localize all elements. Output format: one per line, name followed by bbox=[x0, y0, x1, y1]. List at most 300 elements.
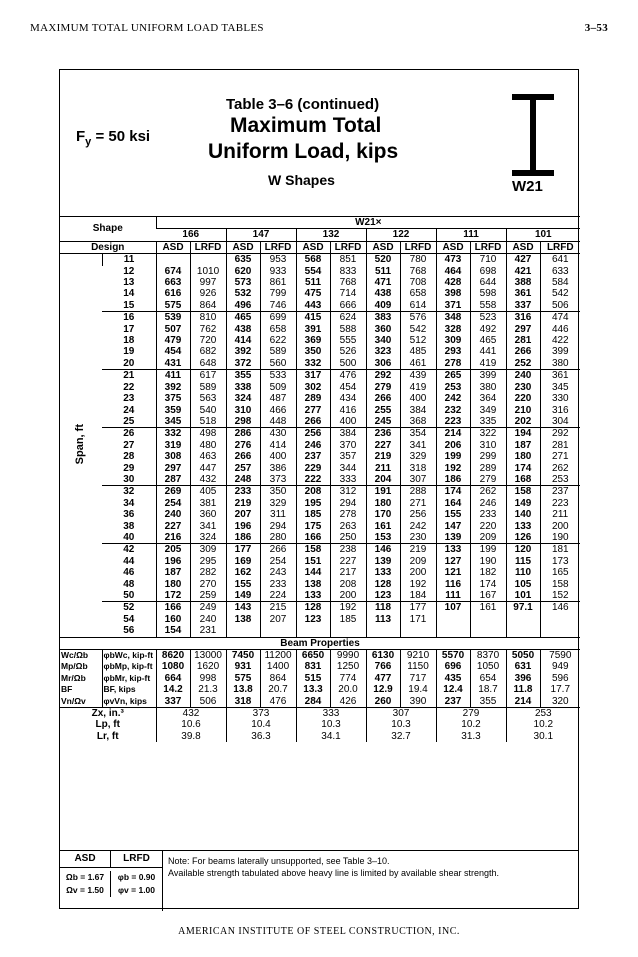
load-value: 422 bbox=[540, 335, 580, 346]
prop-value: 506 bbox=[190, 696, 226, 708]
load-value: 384 bbox=[400, 405, 436, 416]
load-value: 720 bbox=[190, 335, 226, 346]
load-value: 282 bbox=[190, 567, 226, 578]
phi-b: φb = 0.90 bbox=[117, 872, 156, 882]
load-value: 308 bbox=[156, 451, 190, 462]
load-value: 154 bbox=[156, 625, 190, 637]
load-value: 354 bbox=[400, 428, 436, 440]
load-value: 381 bbox=[190, 498, 226, 509]
load-value: 195 bbox=[296, 498, 330, 509]
load-value: 399 bbox=[540, 346, 580, 357]
load-value: 162 bbox=[226, 567, 260, 578]
load-value: 658 bbox=[260, 324, 296, 335]
span-label-cell bbox=[60, 254, 102, 637]
load-value: 158 bbox=[506, 486, 540, 498]
load-value: 113 bbox=[366, 614, 400, 625]
load-value: 432 bbox=[190, 474, 226, 486]
load-value: 474 bbox=[540, 312, 580, 324]
load-value: 329 bbox=[400, 451, 436, 462]
load-value: 211 bbox=[366, 463, 400, 474]
table-row bbox=[60, 579, 580, 590]
load-value: 219 bbox=[226, 498, 260, 509]
load-value: 161 bbox=[366, 521, 400, 532]
load-value: 316 bbox=[540, 405, 580, 416]
table-row bbox=[60, 241, 580, 253]
span-value: 15 bbox=[123, 299, 135, 311]
note-line-1: Note: For beams laterally unsupported, see Table 3–10. bbox=[168, 856, 390, 866]
load-value: 220 bbox=[506, 393, 540, 404]
load-value: 476 bbox=[330, 370, 366, 382]
load-value: 337 bbox=[506, 300, 540, 312]
table-row bbox=[60, 277, 580, 288]
load-value: 192 bbox=[436, 463, 470, 474]
load-value: 392 bbox=[226, 346, 260, 357]
load-value: 266 bbox=[296, 416, 330, 428]
table-header bbox=[60, 70, 578, 216]
load-value: 768 bbox=[330, 277, 366, 288]
load-value: 768 bbox=[400, 266, 436, 277]
load-value: 309 bbox=[436, 335, 470, 346]
load-value: 658 bbox=[400, 288, 436, 299]
load-value: 171 bbox=[400, 614, 436, 625]
load-value: 168 bbox=[506, 474, 540, 486]
table-row bbox=[60, 731, 580, 742]
load-value: 324 bbox=[226, 393, 260, 404]
load-value: 227 bbox=[330, 556, 366, 567]
prop-value: 21.3 bbox=[190, 684, 226, 695]
load-value: 208 bbox=[296, 486, 330, 498]
load-value: 250 bbox=[330, 532, 366, 544]
load-value: 498 bbox=[190, 428, 226, 440]
span-value: 48 bbox=[123, 578, 135, 590]
lp-value: 10.6 bbox=[156, 719, 226, 730]
load-value: 187 bbox=[506, 440, 540, 451]
load-value: 400 bbox=[330, 416, 366, 428]
table-row bbox=[60, 684, 580, 695]
load-value: 266 bbox=[226, 451, 260, 462]
load-value: 511 bbox=[296, 277, 330, 288]
design-header: Design bbox=[60, 241, 156, 253]
load-value: 340 bbox=[366, 335, 400, 346]
beam-properties-header: Beam Properties bbox=[60, 637, 580, 649]
load-value: 926 bbox=[190, 288, 226, 299]
load-value: 184 bbox=[400, 590, 436, 602]
table-row bbox=[60, 696, 580, 708]
load-value: 118 bbox=[366, 602, 400, 614]
load-value: 263 bbox=[330, 521, 366, 532]
load-value: 133 bbox=[366, 567, 400, 578]
lrfd-header: LRFD bbox=[260, 241, 296, 253]
table-row bbox=[60, 673, 580, 684]
load-value: 542 bbox=[540, 288, 580, 299]
span-value: 20 bbox=[123, 357, 135, 369]
prop-value: 654 bbox=[470, 673, 506, 684]
prop-value: 476 bbox=[260, 696, 296, 708]
load-value: 246 bbox=[470, 498, 506, 509]
prop-value: 355 bbox=[470, 696, 506, 708]
lrfd-header: LRFD bbox=[190, 241, 226, 253]
load-value: 180 bbox=[506, 451, 540, 462]
load-value: 289 bbox=[470, 463, 506, 474]
prop-value: 575 bbox=[226, 673, 260, 684]
load-value: 181 bbox=[540, 544, 580, 556]
load-value: 175 bbox=[296, 521, 330, 532]
load-value: 97.1 bbox=[506, 602, 540, 614]
notes-text bbox=[168, 855, 499, 879]
note-line-2: Available strength tabulated above heavy line is limited by available shear strength. bbox=[168, 868, 500, 878]
load-value: 138 bbox=[226, 614, 260, 625]
load-table bbox=[60, 216, 580, 742]
table-title-line1: Maximum Total bbox=[230, 114, 382, 137]
load-value: 295 bbox=[190, 556, 226, 567]
load-value: 473 bbox=[436, 254, 470, 266]
table-row bbox=[60, 346, 580, 357]
asd-label: ASD bbox=[60, 851, 111, 867]
prop-value: 11.8 bbox=[506, 684, 540, 695]
span-value: 21 bbox=[102, 370, 156, 382]
load-value: 512 bbox=[400, 335, 436, 346]
prop-value: 237 bbox=[436, 696, 470, 708]
load-value: 345 bbox=[540, 382, 580, 393]
load-value: 116 bbox=[436, 579, 470, 590]
load-value: 196 bbox=[226, 521, 260, 532]
load-value: 253 bbox=[540, 474, 580, 486]
load-value: 255 bbox=[366, 405, 400, 416]
load-value: 248 bbox=[226, 474, 260, 486]
load-value: 780 bbox=[400, 254, 436, 266]
load-value: 207 bbox=[226, 509, 260, 520]
table-row bbox=[60, 370, 580, 382]
load-value: 230 bbox=[506, 382, 540, 393]
load-value: 166 bbox=[156, 602, 190, 614]
load-value: 419 bbox=[400, 382, 436, 393]
load-value: 464 bbox=[436, 266, 470, 277]
load-value bbox=[156, 254, 190, 266]
load-value: 182 bbox=[470, 567, 506, 578]
load-value: 293 bbox=[436, 346, 470, 357]
table-number: Table 3–6 (continued) bbox=[226, 96, 380, 113]
load-value: 279 bbox=[366, 382, 400, 393]
table-row bbox=[60, 532, 580, 544]
load-value: 185 bbox=[330, 614, 366, 625]
load-value: 220 bbox=[470, 521, 506, 532]
span-value: 56 bbox=[123, 625, 135, 637]
load-value: 584 bbox=[540, 277, 580, 288]
load-value: 200 bbox=[540, 521, 580, 532]
load-value: 616 bbox=[156, 288, 190, 299]
table-row bbox=[60, 544, 580, 556]
load-value: 329 bbox=[260, 498, 296, 509]
table-row bbox=[60, 509, 580, 520]
load-value bbox=[540, 625, 580, 637]
load-value: 674 bbox=[156, 266, 190, 277]
load-value: 624 bbox=[330, 312, 366, 324]
table-row bbox=[60, 590, 580, 602]
load-value: 140 bbox=[506, 509, 540, 520]
load-value: 240 bbox=[156, 509, 190, 520]
load-value: 127 bbox=[436, 556, 470, 567]
weight-header: 101 bbox=[506, 229, 580, 241]
load-value: 851 bbox=[330, 254, 366, 266]
table-row bbox=[60, 708, 580, 720]
load-value: 344 bbox=[330, 463, 366, 474]
load-value: 864 bbox=[190, 300, 226, 312]
load-value: 128 bbox=[366, 579, 400, 590]
zx-value: 333 bbox=[296, 708, 366, 720]
load-value: 161 bbox=[470, 602, 506, 614]
prop-lrfd-label: φvVn, kips bbox=[102, 696, 156, 708]
load-value: 165 bbox=[540, 567, 580, 578]
table-row bbox=[60, 382, 580, 393]
load-value: 411 bbox=[156, 370, 190, 382]
load-value: 223 bbox=[436, 416, 470, 428]
load-value: 496 bbox=[226, 300, 260, 312]
load-value: 598 bbox=[470, 288, 506, 299]
load-value: 644 bbox=[470, 277, 506, 288]
load-value: 294 bbox=[330, 498, 366, 509]
load-value: 265 bbox=[436, 370, 470, 382]
load-value: 698 bbox=[470, 266, 506, 277]
table-row bbox=[60, 393, 580, 404]
span-value: 22 bbox=[123, 381, 135, 393]
page-footer: AMERICAN INSTITUTE OF STEEL CONSTRUCTION, INC. bbox=[178, 926, 460, 937]
prop-value: 390 bbox=[400, 696, 436, 708]
load-value bbox=[506, 614, 540, 625]
table-row bbox=[60, 661, 580, 672]
load-value: 233 bbox=[470, 509, 506, 520]
lrfd-header: LRFD bbox=[400, 241, 436, 253]
load-value: 485 bbox=[400, 346, 436, 357]
load-value: 319 bbox=[156, 440, 190, 451]
prop-value: 949 bbox=[540, 661, 580, 672]
load-value: 554 bbox=[296, 266, 330, 277]
span-value: 38 bbox=[123, 520, 135, 532]
load-value: 708 bbox=[400, 277, 436, 288]
span-value: 26 bbox=[102, 428, 156, 440]
load-value: 380 bbox=[470, 382, 506, 393]
prop-value: 8370 bbox=[470, 650, 506, 662]
load-value: 762 bbox=[190, 324, 226, 335]
load-value: 465 bbox=[226, 312, 260, 324]
span-value: 52 bbox=[102, 602, 156, 614]
prop-lrfd-label: φbWc, kip-ft bbox=[102, 650, 156, 662]
load-value: 620 bbox=[226, 266, 260, 277]
prop-value: 13000 bbox=[190, 650, 226, 662]
load-value: 328 bbox=[436, 324, 470, 335]
prop-value: 1080 bbox=[156, 661, 190, 672]
span-value: 16 bbox=[102, 312, 156, 324]
load-value: 292 bbox=[366, 370, 400, 382]
lr-value: 30.1 bbox=[506, 731, 580, 742]
load-value: 209 bbox=[470, 532, 506, 544]
load-value: 539 bbox=[156, 312, 190, 324]
load-value: 415 bbox=[296, 312, 330, 324]
prop-asd-label: BF bbox=[61, 684, 73, 695]
load-value: 279 bbox=[470, 474, 506, 486]
load-value: 177 bbox=[226, 544, 260, 556]
load-value: 138 bbox=[296, 579, 330, 590]
load-value: 568 bbox=[296, 254, 330, 266]
span-value: 34 bbox=[123, 497, 135, 509]
load-value: 348 bbox=[436, 312, 470, 324]
zx-value: 253 bbox=[506, 708, 580, 720]
load-value: 205 bbox=[156, 544, 190, 556]
prop-value: 260 bbox=[366, 696, 400, 708]
load-value: 438 bbox=[226, 324, 260, 335]
load-value: 369 bbox=[296, 335, 330, 346]
prop-value: 5050 bbox=[506, 650, 540, 662]
lrfd-header: LRFD bbox=[540, 241, 580, 253]
load-value: 335 bbox=[470, 416, 506, 428]
load-value: 208 bbox=[330, 579, 366, 590]
load-value: 242 bbox=[436, 393, 470, 404]
load-value: 271 bbox=[400, 498, 436, 509]
load-value: 242 bbox=[400, 521, 436, 532]
load-value: 438 bbox=[366, 288, 400, 299]
prop-value: 7450 bbox=[226, 650, 260, 662]
load-value: 227 bbox=[366, 440, 400, 451]
load-value: 558 bbox=[470, 300, 506, 312]
table-row bbox=[60, 567, 580, 578]
table-row bbox=[60, 719, 580, 730]
load-value: 997 bbox=[190, 277, 226, 288]
load-value: 330 bbox=[540, 393, 580, 404]
load-value: 361 bbox=[540, 370, 580, 382]
load-value: 953 bbox=[260, 254, 296, 266]
load-value: 123 bbox=[366, 590, 400, 602]
load-value: 155 bbox=[226, 579, 260, 590]
table-title-line2: Uniform Load, kips bbox=[208, 140, 399, 163]
load-value bbox=[260, 625, 296, 637]
prop-value: 8620 bbox=[156, 650, 190, 662]
load-value: 186 bbox=[436, 474, 470, 486]
table-row bbox=[60, 335, 580, 346]
running-title: MAXIMUM TOTAL UNIFORM LOAD TABLES bbox=[30, 22, 264, 34]
load-value: 271 bbox=[540, 451, 580, 462]
lr-label: Lr, ft bbox=[96, 730, 119, 742]
prop-value: 1400 bbox=[260, 661, 296, 672]
load-value: 266 bbox=[506, 346, 540, 357]
load-value: 133 bbox=[296, 590, 330, 602]
lp-value: 10.3 bbox=[296, 719, 366, 730]
load-value: 810 bbox=[190, 312, 226, 324]
load-value: 409 bbox=[366, 300, 400, 312]
load-value: 310 bbox=[226, 405, 260, 416]
load-value: 107 bbox=[436, 602, 470, 614]
load-value: 101 bbox=[506, 590, 540, 602]
load-value: 173 bbox=[540, 556, 580, 567]
asd-header: ASD bbox=[226, 241, 260, 253]
load-value: 405 bbox=[190, 486, 226, 498]
asd-header: ASD bbox=[296, 241, 330, 253]
load-value: 153 bbox=[366, 532, 400, 544]
load-value: 622 bbox=[260, 335, 296, 346]
lrfd-header: LRFD bbox=[470, 241, 506, 253]
load-value: 269 bbox=[156, 486, 190, 498]
load-value: 292 bbox=[540, 428, 580, 440]
load-value: 270 bbox=[190, 579, 226, 590]
prop-lrfd-label: φbMp, kip-ft bbox=[102, 661, 156, 672]
table-row bbox=[60, 440, 580, 451]
load-value: 211 bbox=[540, 509, 580, 520]
load-value: 635 bbox=[226, 254, 260, 266]
load-value: 710 bbox=[470, 254, 506, 266]
span-value: 46 bbox=[123, 567, 135, 579]
load-value: 304 bbox=[540, 416, 580, 428]
prop-value: 774 bbox=[330, 673, 366, 684]
prop-value: 664 bbox=[156, 673, 190, 684]
load-value: 276 bbox=[226, 440, 260, 451]
table-row bbox=[60, 254, 580, 266]
prop-value: 9990 bbox=[330, 650, 366, 662]
load-value: 384 bbox=[330, 428, 366, 440]
load-value: 364 bbox=[470, 393, 506, 404]
prop-lrfd-label: BF, kips bbox=[102, 684, 156, 695]
load-value: 166 bbox=[296, 532, 330, 544]
page-number: 3–53 bbox=[584, 22, 608, 34]
table-row bbox=[60, 405, 580, 416]
load-value: 177 bbox=[400, 602, 436, 614]
load-value: 180 bbox=[156, 579, 190, 590]
load-value: 278 bbox=[436, 358, 470, 370]
prop-value: 12.9 bbox=[366, 684, 400, 695]
lp-value: 10.3 bbox=[366, 719, 436, 730]
load-value: 192 bbox=[400, 579, 436, 590]
load-value: 204 bbox=[366, 474, 400, 486]
load-value: 520 bbox=[366, 254, 400, 266]
load-value: 1010 bbox=[190, 266, 226, 277]
load-value: 368 bbox=[400, 416, 436, 428]
load-value: 231 bbox=[190, 625, 226, 637]
load-value: 222 bbox=[296, 474, 330, 486]
prop-value: 11200 bbox=[260, 650, 296, 662]
load-value: 216 bbox=[156, 532, 190, 544]
load-value: 589 bbox=[260, 346, 296, 357]
group-header: W21× bbox=[156, 217, 580, 229]
prop-value: 696 bbox=[436, 661, 470, 672]
asd-header: ASD bbox=[506, 241, 540, 253]
prop-value: 18.7 bbox=[470, 684, 506, 695]
load-value: 110 bbox=[506, 567, 540, 578]
prop-value: 1150 bbox=[400, 661, 436, 672]
load-value: 518 bbox=[190, 416, 226, 428]
resistance-factors bbox=[60, 851, 163, 911]
load-value: 714 bbox=[330, 288, 366, 299]
prop-value: 717 bbox=[400, 673, 436, 684]
load-value: 158 bbox=[296, 544, 330, 556]
load-value: 428 bbox=[436, 277, 470, 288]
load-value: 500 bbox=[330, 358, 366, 370]
table-row bbox=[60, 428, 580, 440]
load-value: 487 bbox=[260, 393, 296, 404]
load-value: 287 bbox=[156, 474, 190, 486]
load-value bbox=[190, 254, 226, 266]
load-value: 360 bbox=[366, 324, 400, 335]
prop-value: 14.2 bbox=[156, 684, 190, 695]
table-row bbox=[60, 416, 580, 428]
load-value: 262 bbox=[540, 463, 580, 474]
load-value: 419 bbox=[470, 358, 506, 370]
load-value: 149 bbox=[506, 498, 540, 509]
load-value: 372 bbox=[226, 358, 260, 370]
zx-value: 432 bbox=[156, 708, 226, 720]
prop-value: 766 bbox=[366, 661, 400, 672]
load-value: 121 bbox=[436, 567, 470, 578]
table-row bbox=[60, 614, 580, 625]
zx-value: 373 bbox=[226, 708, 296, 720]
load-value: 682 bbox=[190, 346, 226, 357]
load-value: 399 bbox=[470, 370, 506, 382]
